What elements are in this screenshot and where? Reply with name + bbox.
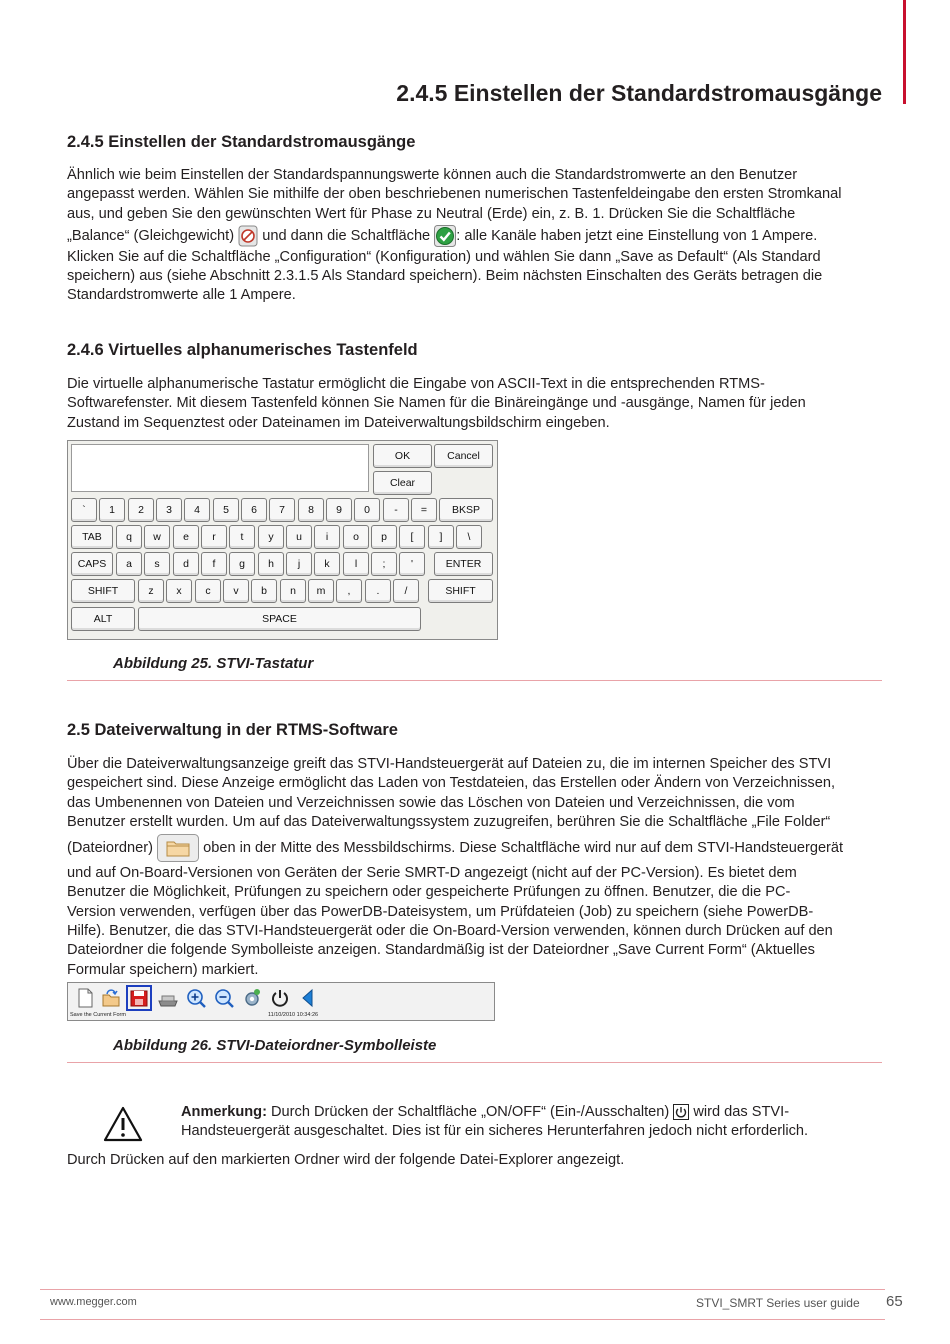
page-number: 65 [886,1293,903,1310]
section-heading-25: 2.5 Dateiverwaltung in der RTMS-Software [67,721,398,739]
space-key[interactable]: SPACE [138,607,421,631]
section-heading-246: 2.4.6 Virtuelles alphanumerisches Tastenfeld [67,341,418,359]
key[interactable]: 0 [354,498,380,522]
text-line: Standardstromwerte alle 1 Ampere. [67,287,296,304]
key[interactable]: 4 [184,498,210,522]
key[interactable]: - [383,498,409,522]
power-icon[interactable] [269,987,291,1009]
text-line-with-icon [67,832,883,864]
key[interactable]: p [371,525,397,549]
key[interactable]: v [223,579,249,603]
cancel-button[interactable]: Cancel [434,444,493,468]
text-line: Hilfe). Benutzer, die das STVI-Handsteuergerät oder die On-Board-Version verwenden, können durch Drücken auf den [67,923,833,940]
text-line: Zustand im Sequenztest oder Dateinamen im Dateiverwaltungsbildschirm eingeben. [67,414,610,431]
key[interactable]: , [336,579,362,603]
footer-divider [40,1319,885,1320]
section-245-body [67,166,883,306]
tab-key[interactable]: TAB [71,525,113,549]
key[interactable]: y [258,525,284,549]
text-line: aus, und geben Sie den gewünschten Wert für Phase zu Neutral (Erde) ein, z. B. 1. Drücken Sie die Schaltfläche [67,205,796,222]
text-line: speichern) aus (siehe Abschnitt 2.3.1.5 Als Standard speichern). Beim nächsten Einschalten des Geräts betragen die [67,268,823,285]
settings-icon[interactable] [241,987,263,1009]
zoom-in-icon[interactable] [185,987,207,1009]
shift-key-right[interactable]: SHIFT [428,579,493,603]
key[interactable]: n [280,579,306,603]
key[interactable]: t [229,525,255,549]
text-line: Ähnlich wie beim Einstellen der Standardspannungswerte können auch die Standardstromwerte an den Benutzer [67,167,798,183]
section-246-body [67,375,883,433]
text-line-with-icons [67,224,883,248]
text-line: Formular speichern) markiert. [67,961,259,978]
key[interactable]: ; [371,552,397,576]
key[interactable]: o [343,525,369,549]
key[interactable]: z [138,579,164,603]
key[interactable]: l [343,552,369,576]
key[interactable]: j [286,552,312,576]
text-fragment: wird das STVI- [693,1104,790,1120]
key[interactable]: d [173,552,199,576]
divider [67,680,882,681]
key[interactable]: = [411,498,437,522]
virtual-keyboard [67,440,498,640]
key[interactable]: 6 [241,498,267,522]
text-fragment: und dann die Schaltfläche [262,227,431,244]
toolbar-status-text: Save the Current Form [70,1012,126,1018]
key[interactable]: \ [456,525,482,549]
balance-icon [238,225,258,247]
key[interactable]: 3 [156,498,182,522]
save-current-form-icon[interactable] [128,987,150,1009]
key[interactable]: c [195,579,221,603]
key[interactable]: 9 [326,498,352,522]
footer-url: www.megger.com [50,1296,137,1308]
text-line: gespeichert sind. Diese Anzeige ermöglicht das Laden von Testdateien, das Erstellen oder Ändern von Verzeichnissen, [67,775,835,792]
text-line: angepasst werden. Wählen Sie mithilfe der oben beschriebenen numerischen Tastenfeldeingabe den ersten Stromkanal [67,186,842,203]
divider [67,1062,882,1063]
text-line: Softwarefenster. Mit diesem Tastenfeld können Sie Namen für die Binäreingänge und -ausgänge, Namen für jeden [67,395,806,412]
scanner-icon[interactable] [157,987,179,1009]
text-line: Benutzer die Möglichkeit, Prüfungen zu speichern oder gespeicherte Prüfungen zu öffnen. Benutzer, die die PC- [67,884,791,901]
footer-divider [40,1289,885,1290]
clear-button[interactable]: Clear [373,471,432,495]
toolbar-timestamp: 11/10/2010 10:34:26 [268,1012,319,1018]
text-fragment: (Dateiordner) [67,840,153,857]
note-block [181,1103,881,1142]
key[interactable]: r [201,525,227,549]
key[interactable]: . [365,579,391,603]
page-header-title: 2.4.5 Einstellen der Standardstromausgänge [396,80,882,106]
text-line: Klicken Sie auf die Schaltfläche „Configuration“ (Konfiguration) und wählen Sie dann „Save as Default“ (Als Standard [67,248,821,265]
key[interactable]: ' [399,552,425,576]
key[interactable]: m [308,579,334,603]
text-line: Die virtuelle alphanumerische Tastatur ermöglicht die Eingabe von ASCII-Text in die entsprechenden RTMS- [67,376,765,392]
text-line: und auf On-Board-Versionen von Geräten der Serie SMRT-D angezeigt (nicht auf der PC-Version). Es bietet dem [67,865,797,882]
text-line: das Umbenennen von Dateien und Verzeichnissen sowie das Löschen von Dateien und Verzeichnissen, die vom [67,794,795,811]
key[interactable]: ` [71,498,97,522]
text-line: Über die Dateiverwaltungsanzeige greift das STVI-Handsteuergerät auf Dateien zu, die im internen Speicher des STVI [67,756,832,772]
note-label: Anmerkung: [181,1104,267,1120]
text-line: Version verwenden, verfügen über das PowerDB-Dateisystem, um Prüfdateien (Job) zu speichern (siehe PowerDB- [67,903,814,920]
figure-26-caption: Abbildung 26. STVI-Dateiordner-Symbolleiste [113,1037,437,1054]
ok-button[interactable]: OK [373,444,432,468]
text-fragment: „Balance“ (Gleichgewicht) [67,227,235,244]
figure-25-caption: Abbildung 25. STVI-Tastatur [113,655,314,672]
key[interactable]: h [258,552,284,576]
key[interactable]: i [314,525,340,549]
enter-key[interactable]: ENTER [434,552,493,576]
text-line: Benutzer erstellt wurden. Um auf das Dateiverwaltungssystem zuzugreifen, berühren Sie die Schaltfläche „File Folder“ [67,813,831,830]
text-line: Dateiordner die folgende Symbolleiste anzeigen. Standardmäßig ist der Dateiordner „Save Current Form“ (Aktuelles [67,942,815,959]
text-fragment: : alle Kanäle haben jetzt eine Einstellung von 1 Ampere. [456,227,818,244]
key[interactable]: b [251,579,277,603]
key[interactable]: s [144,552,170,576]
text-fragment: Durch Drücken der Schaltfläche „ON/OFF“ (Ein-/Ausschalten) [266,1104,670,1120]
closing-text: Durch Drücken auf den markierten Ordner wird der folgende Datei-Explorer angezeigt. [67,1152,625,1168]
checkmark-icon [434,225,456,247]
shift-key-left[interactable]: SHIFT [71,579,135,603]
key[interactable]: 7 [269,498,295,522]
backspace-key[interactable]: BKSP [439,498,493,522]
key[interactable]: 5 [213,498,239,522]
key[interactable]: g [229,552,255,576]
note-line: Handsteuergerät ausgeschaltet. Dies ist für ein sicheres Herunterfahren jedoch nicht erforderlich. [181,1123,809,1140]
file-folder-toolbar [67,982,495,1021]
warning-icon [103,1106,143,1142]
key[interactable]: 8 [298,498,324,522]
power-icon [673,1104,689,1120]
key[interactable]: k [314,552,340,576]
open-icon[interactable] [100,987,122,1009]
key[interactable]: f [201,552,227,576]
key[interactable]: w [144,525,170,549]
key[interactable]: q [116,525,142,549]
zoom-out-icon[interactable] [213,987,235,1009]
key[interactable]: x [166,579,192,603]
back-arrow-icon[interactable] [297,987,319,1009]
caps-key[interactable]: CAPS [71,552,113,576]
section-heading-245: 2.4.5 Einstellen der Standardstromausgänge [67,133,416,151]
key[interactable]: 2 [128,498,154,522]
footer-guide-title: STVI_SMRT Series user guide [696,1296,860,1310]
text-fragment: oben in der Mitte des Messbildschirms. Diese Schaltfläche wird nur auf dem STVI-Handsteuergerät [203,840,844,857]
note-line [181,1103,881,1122]
key[interactable]: u [286,525,312,549]
alt-key[interactable]: ALT [71,607,135,631]
folder-icon [157,834,199,862]
header-accent-bar [903,0,906,104]
key[interactable]: ] [428,525,454,549]
key[interactable]: [ [399,525,425,549]
section-25-body [67,755,883,980]
keyboard-text-input[interactable] [71,444,369,492]
key[interactable]: / [393,579,419,603]
new-file-icon[interactable] [74,987,96,1009]
key[interactable]: a [116,552,142,576]
key[interactable]: e [173,525,199,549]
key[interactable]: 1 [99,498,125,522]
